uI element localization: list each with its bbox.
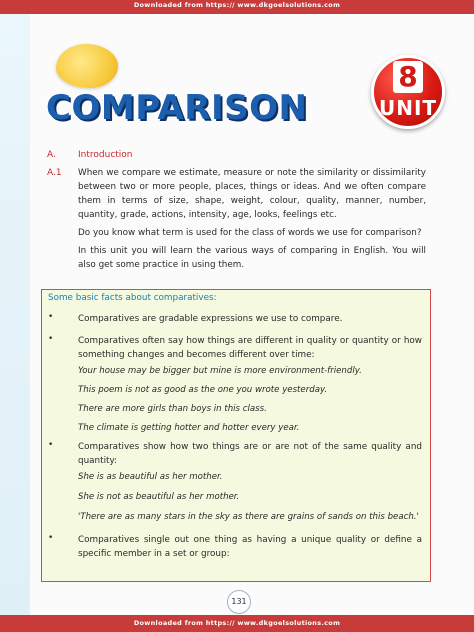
section-a1-body bbox=[78, 166, 426, 276]
fact-text-4: Comparatives single out one thing as having a unique quality or define a specific member in a set or group: bbox=[78, 535, 422, 559]
unit-badge bbox=[371, 55, 445, 129]
fact-text-1: Comparatives are gradable expressions we use to compare. bbox=[78, 314, 343, 324]
facts-box bbox=[41, 289, 431, 582]
unit-number-text: 8 bbox=[393, 61, 422, 93]
example-sentence: She is as beautiful as her mother. bbox=[78, 472, 223, 482]
top-download-text: Downloaded from https:// www.dkgoelsolutions.com bbox=[133, 1, 341, 9]
example-sentence: There are more girls than boys in this class. bbox=[78, 404, 267, 414]
section-a1-marker: A.1 bbox=[47, 168, 62, 178]
unit-number bbox=[374, 60, 442, 93]
intro-paragraph-2: Do you know what term is used for the class of words we use for comparison? bbox=[78, 228, 422, 238]
bullet: • bbox=[48, 440, 54, 450]
unit-title: COMPARISON bbox=[46, 88, 308, 128]
example-sentence: The climate is getting hotter and hotter every year. bbox=[78, 423, 300, 433]
page-number: 131 bbox=[227, 590, 251, 614]
facts-heading: Some basic facts about comparatives: bbox=[48, 293, 217, 303]
example-sentence: Your house may be bigger but mine is more environment-friendly. bbox=[78, 366, 362, 376]
section-a-marker: A. bbox=[47, 150, 56, 160]
example-sentence: This poem is not as good as the one you wrote yesterday. bbox=[78, 385, 328, 395]
fact-text-3: Comparatives show how two things are or are not of the same quality and quantity: bbox=[78, 442, 422, 466]
intro-paragraph-1: When we compare we estimate, measure or note the similarity or dissimilarity between two or more people, places, things or ideas. And we often compare them in terms of size, shape, weight, colour, quality, manner, number, quantity, grade, actions, intensity, age, looks, feelings etc. bbox=[78, 168, 426, 220]
top-download-band bbox=[0, 0, 474, 14]
bullet: • bbox=[48, 312, 54, 322]
left-margin-strip bbox=[0, 0, 30, 632]
bullet: • bbox=[48, 334, 54, 344]
brain-icon bbox=[56, 44, 118, 88]
bottom-download-text: Downloaded from https:// www.dkgoelsolutions.com bbox=[133, 619, 341, 627]
bottom-download-band bbox=[0, 615, 474, 632]
example-sentence: 'There are as many stars in the sky as there are grains of sands on this beach.' bbox=[78, 512, 419, 522]
intro-paragraph-3: In this unit you will learn the various ways of comparing in English. You will also get some practice in using them. bbox=[78, 246, 426, 270]
bullet: • bbox=[48, 533, 54, 543]
example-sentence: She is not as beautiful as her mother. bbox=[78, 492, 240, 502]
section-a-heading: Introduction bbox=[78, 150, 133, 160]
fact-text-2: Comparatives often say how things are different in quality or quantity or how something changes and becomes different over time: bbox=[78, 336, 422, 360]
unit-label: UNIT bbox=[378, 96, 438, 120]
